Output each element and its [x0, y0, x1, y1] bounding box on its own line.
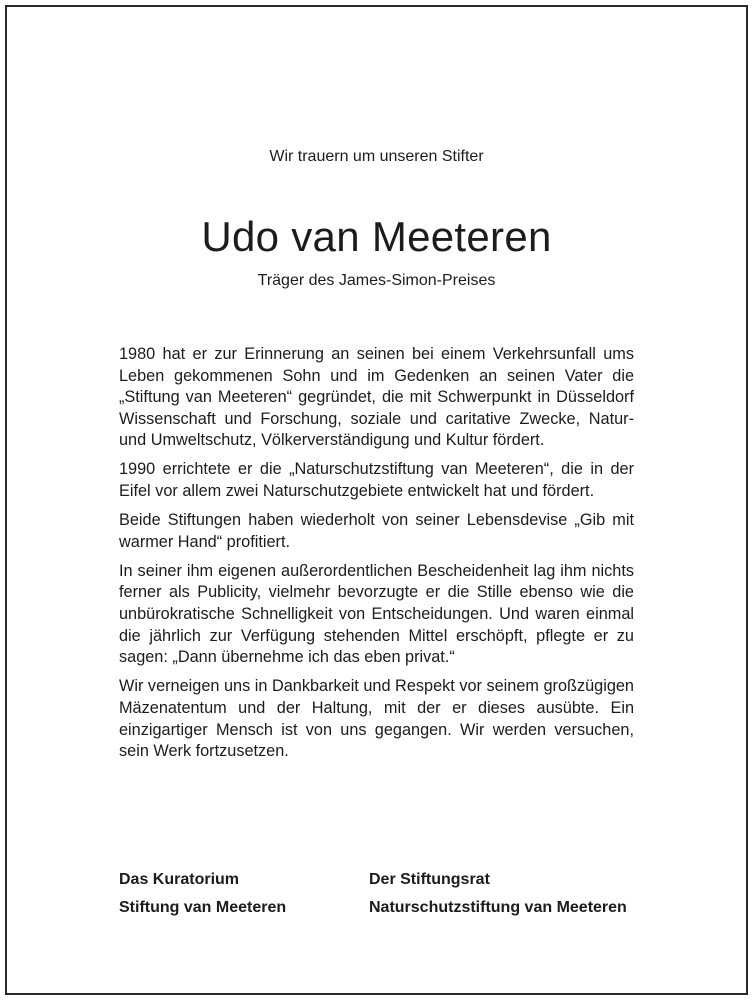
- honor-subtitle: Träger des James-Simon-Preises: [257, 272, 496, 289]
- deceased-name: Udo van Meeteren: [201, 213, 552, 260]
- signature-line: Das Kuratorium: [119, 871, 240, 888]
- signature-stiftungsrat: [369, 866, 627, 922]
- signature-line: Naturschutzstiftung van Meeteren: [369, 899, 627, 916]
- paragraph: 1980 hat er zur Erinnerung an seinen bei einem Verkehrsunfall ums Leben gekommenen Sohn und im Gedenken an seinen Vater die „Stiftung van Meeteren“ gegründet, die mit Schwerpunkt in Düsseldorf Wissenschaft und Forschung, soziale und caritative Zwecke, Natur- und Umweltschutz, Völkerverständigung und Kultur fördert.: [119, 345, 634, 450]
- paragraph: In seiner ihm eigenen außerordentlichen Bescheidenheit lag ihm nichts ferner als Publicity, vielmehr bevorzugte er die Stille ebenso wie die unbürokratische Schnelligkeit von Entscheidungen. Und waren einmal die jährlich zur Verfügung stehenden Mittel erschöpft, pflegte er zu sagen: „Dann übernehme ich das eben privat.“: [119, 561, 634, 667]
- paragraph: 1990 errichtete er die „Naturschutzstiftung van Meeteren“, die in der Eifel vor allem zwei Naturschutzgebiete entwickelt hat und fördert.: [119, 460, 634, 501]
- signature-line: Der Stiftungsrat: [369, 871, 490, 888]
- paragraph: Wir verneigen uns in Dankbarkeit und Respekt vor seinem großzügigen Mäzenatentum und der Haltung, mit der er dieses ausübte. Ein einzigartiger Mensch ist von uns gegangen. Wir werden versuchen, sein Werk fortzusetzen.: [119, 677, 634, 761]
- intro-line: Wir trauern um unseren Stifter: [269, 148, 484, 165]
- signature-line: Stiftung van Meeteren: [119, 899, 287, 916]
- signature-kuratorium: [119, 866, 286, 922]
- obituary-text: [119, 344, 634, 770]
- paragraph: Beide Stiftungen haben wiederholt von seiner Lebensdevise „Gib mit warmer Hand“ profitiert.: [119, 511, 634, 551]
